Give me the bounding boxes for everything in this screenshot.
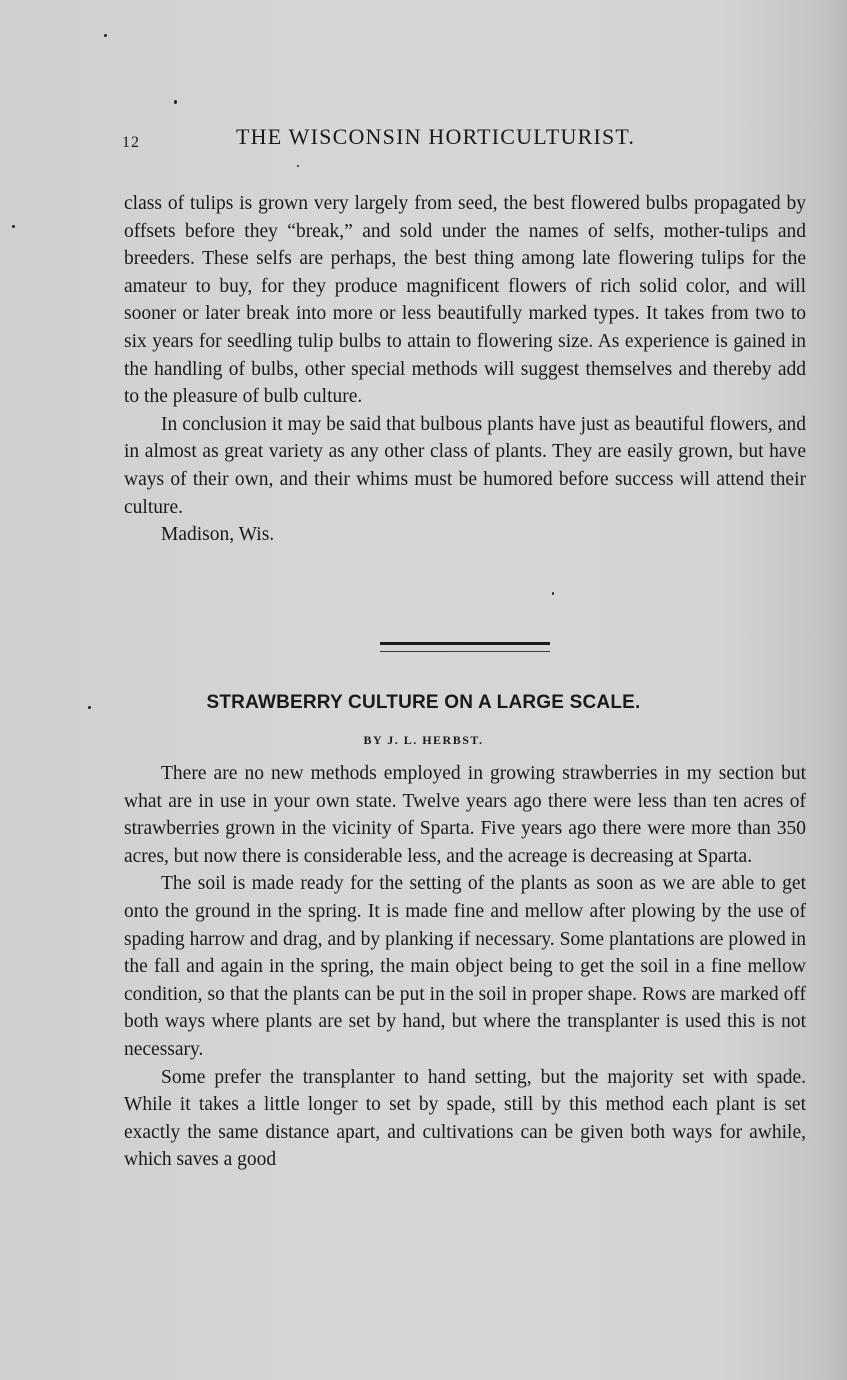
scan-speck bbox=[297, 165, 299, 167]
paragraph: In conclusion it may be said that bulbous plants have just as beautiful flowers, and in almost as great variety as any other class of plants. They are easily grown, but have ways of their own, and their whims must be humored before success will attend their culture. bbox=[124, 413, 806, 518]
tulip-article-conclusion bbox=[124, 190, 806, 549]
paragraph: class of tulips is grown very largely from seed, the best flowered bulbs propagated by offsets before they “break,” and sold under the names of selfs, mother-tulips and breeders. These selfs are perhaps, the best thing among late flowering tulips for the amateur to buy, for they produce magnificent flowers of rich solid color, and will sooner or later break into more or less beautifully marked types. It takes from two to six years for seedling tulip bulbs to attain to flowering size. As experience is gained in the handling of bulbs, other special methods will suggest themselves and thereby add to the pleasure of bulb culture. bbox=[124, 193, 806, 408]
article-title: STRAWBERRY CULTURE ON A LARGE SCALE. bbox=[206, 692, 641, 713]
section-divider bbox=[380, 642, 550, 645]
article-byline: BY J. L. HERBST. bbox=[363, 733, 484, 747]
scan-speck bbox=[174, 100, 177, 104]
strawberry-article-body bbox=[124, 760, 806, 1174]
paragraph: There are no new methods employed in growing strawberries in my section but what are in use in your own state. Twelve years ago there were less than ten acres of strawberries grown in the vicinity of Sparta. Five years ago there were more than 350 acres, but now there is considerable less, and the acreage is decreasing at Sparta. bbox=[124, 763, 806, 867]
running-head: THE WISCONSIN HORTICULTURIST. bbox=[236, 124, 636, 149]
scan-speck bbox=[88, 706, 91, 709]
paragraph: The soil is made ready for the setting of the plants as soon as we are able to get onto the ground in the spring. It is made fine and mellow after plowing by the use of spading harrow and drag, and by planking if necessary. Some plantations are plowed in the fall and again in the spring, the main object being to get the soil in a fine mellow condition, so that the plants can be put in the soil in proper shape. Rows are marked off both ways where plants are set by hand, but where the transplanter is used this is not necessary. bbox=[124, 873, 806, 1060]
scan-speck bbox=[104, 34, 107, 37]
paragraph: Some prefer the transplanter to hand setting, but the majority set with spade. While it takes a little longer to set by spade, still by this method each plant is set exactly the same distance apart, and cultivations can be given both ways for awhile, which saves a good bbox=[124, 1066, 806, 1171]
scan-speck bbox=[12, 225, 15, 228]
author-location: Madison, Wis. bbox=[161, 524, 275, 546]
page-header bbox=[122, 124, 812, 154]
scan-speck bbox=[552, 592, 554, 595]
page-number: 12 bbox=[122, 134, 140, 151]
section-divider-thin bbox=[380, 651, 550, 652]
